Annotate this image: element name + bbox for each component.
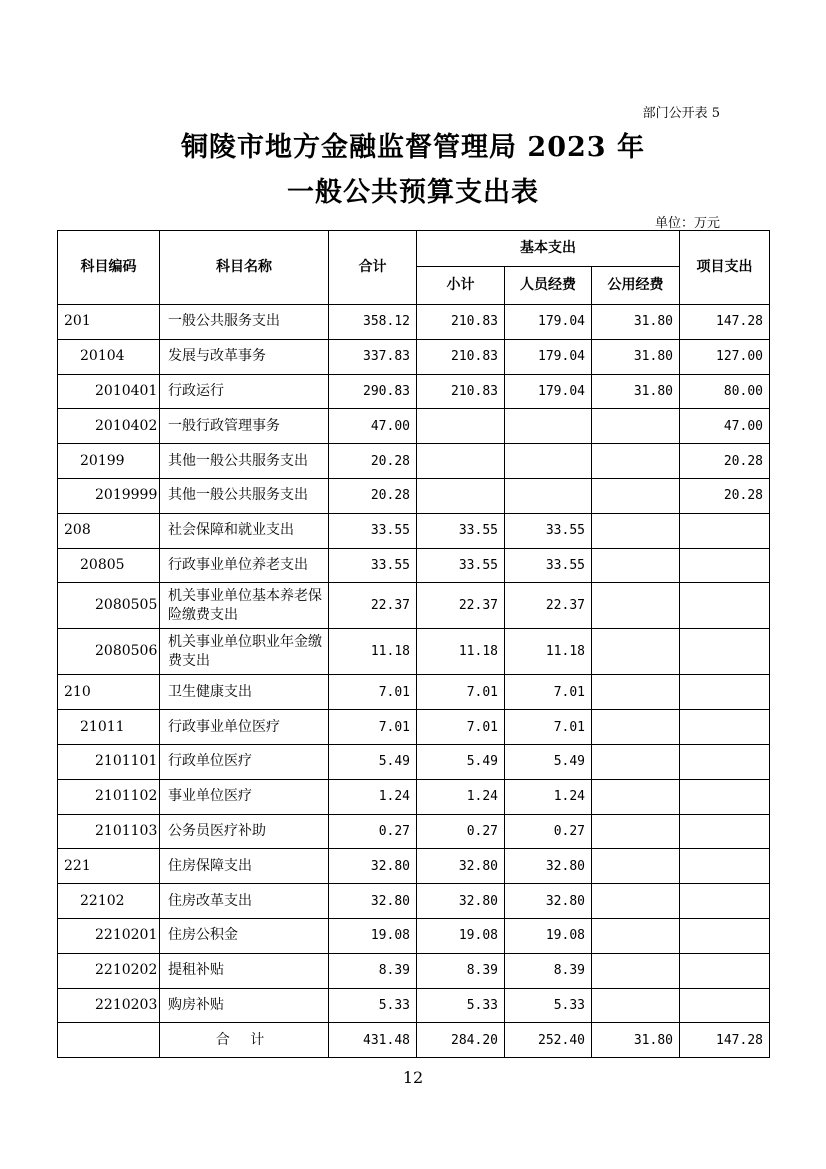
total-row [58, 1023, 770, 1058]
table-row [58, 513, 770, 548]
row-personnel: 7.01 [505, 710, 592, 745]
header-project: 项目支出 [680, 231, 770, 305]
row-total: 358.12 [329, 305, 417, 340]
row-name: 住房保障支出 [160, 849, 329, 884]
row-project [680, 744, 770, 779]
row-name: 行政事业单位医疗 [160, 710, 329, 745]
row-total: 32.80 [329, 884, 417, 919]
row-personnel: 1.24 [505, 779, 592, 814]
budget-table-body [58, 305, 770, 1023]
table-row [58, 953, 770, 988]
row-personnel: 8.39 [505, 953, 592, 988]
row-total: 22.37 [329, 583, 417, 629]
row-personnel: 19.08 [505, 918, 592, 953]
row-subtotal: 32.80 [417, 884, 505, 919]
row-total: 33.55 [329, 513, 417, 548]
row-project [680, 675, 770, 710]
table-row [58, 305, 770, 340]
table-row [58, 675, 770, 710]
header-name: 科目名称 [160, 231, 329, 305]
row-subtotal: 5.33 [417, 988, 505, 1023]
row-public [592, 409, 680, 444]
row-public [592, 953, 680, 988]
table-row [58, 444, 770, 479]
row-public [592, 744, 680, 779]
row-total: 11.18 [329, 629, 417, 675]
row-code: 2010402 [58, 409, 160, 444]
row-code: 2210203 [58, 988, 160, 1023]
row-name: 机关事业单位职业年金缴费支出 [160, 629, 329, 675]
row-code: 21011 [58, 710, 160, 745]
row-project [680, 583, 770, 629]
row-public [592, 918, 680, 953]
table-number-label: 部门公开表 5 [642, 106, 720, 121]
page-subtitle: 一般公共预算支出表 [287, 177, 539, 208]
row-name: 一般行政管理事务 [160, 409, 329, 444]
row-subtotal [417, 478, 505, 513]
row-total: 33.55 [329, 548, 417, 583]
header-subtotal: 小计 [417, 267, 505, 305]
row-code: 2019999 [58, 478, 160, 513]
table-row [58, 629, 770, 675]
row-name: 行政事业单位养老支出 [160, 548, 329, 583]
row-personnel: 22.37 [505, 583, 592, 629]
row-name: 机关事业单位基本养老保险缴费支出 [160, 583, 329, 629]
row-public [592, 478, 680, 513]
total-row-subtotal: 284.20 [417, 1023, 505, 1058]
row-subtotal: 7.01 [417, 710, 505, 745]
row-subtotal: 32.80 [417, 849, 505, 884]
row-total: 20.28 [329, 444, 417, 479]
row-name: 住房改革支出 [160, 884, 329, 919]
row-total: 0.27 [329, 814, 417, 849]
row-project [680, 548, 770, 583]
page-number: 12 [402, 1068, 424, 1087]
row-total: 19.08 [329, 918, 417, 953]
header-code: 科目编码 [58, 231, 160, 305]
row-project [680, 988, 770, 1023]
row-personnel: 11.18 [505, 629, 592, 675]
row-code: 210 [58, 675, 160, 710]
row-project: 80.00 [680, 374, 770, 409]
row-code: 2101103 [58, 814, 160, 849]
row-personnel: 33.55 [505, 513, 592, 548]
row-code: 208 [58, 513, 160, 548]
row-personnel: 5.33 [505, 988, 592, 1023]
row-total: 8.39 [329, 953, 417, 988]
row-name: 社会保障和就业支出 [160, 513, 329, 548]
row-public: 31.80 [592, 339, 680, 374]
table-row [58, 339, 770, 374]
row-code: 2010401 [58, 374, 160, 409]
row-subtotal: 33.55 [417, 548, 505, 583]
total-row-code [58, 1023, 160, 1058]
table-row [58, 583, 770, 629]
total-row-personnel: 252.40 [505, 1023, 592, 1058]
table-row [58, 710, 770, 745]
header-total: 合计 [329, 231, 417, 305]
row-name: 发展与改革事务 [160, 339, 329, 374]
row-name: 公务员医疗补助 [160, 814, 329, 849]
row-public [592, 849, 680, 884]
table-row [58, 548, 770, 583]
row-code: 20805 [58, 548, 160, 583]
row-subtotal: 33.55 [417, 513, 505, 548]
row-personnel: 32.80 [505, 849, 592, 884]
unit-label: 单位：万元 [654, 216, 720, 231]
row-personnel: 5.49 [505, 744, 592, 779]
row-name: 其他一般公共服务支出 [160, 478, 329, 513]
row-project [680, 779, 770, 814]
row-subtotal [417, 444, 505, 479]
total-row-project: 147.28 [680, 1023, 770, 1058]
row-subtotal: 22.37 [417, 583, 505, 629]
row-total: 1.24 [329, 779, 417, 814]
row-project: 20.28 [680, 478, 770, 513]
row-total: 290.83 [329, 374, 417, 409]
row-total: 7.01 [329, 675, 417, 710]
row-project [680, 918, 770, 953]
row-public: 31.80 [592, 374, 680, 409]
row-subtotal: 19.08 [417, 918, 505, 953]
row-code: 2101102 [58, 779, 160, 814]
page-title: 铜陵市地方金融监督管理局 2023 年 [181, 132, 645, 163]
table-row [58, 374, 770, 409]
row-public [592, 884, 680, 919]
row-project [680, 849, 770, 884]
row-personnel: 179.04 [505, 305, 592, 340]
table-row [58, 478, 770, 513]
row-project: 147.28 [680, 305, 770, 340]
row-public [592, 675, 680, 710]
table-row [58, 884, 770, 919]
row-name: 提租补贴 [160, 953, 329, 988]
row-code: 2080505 [58, 583, 160, 629]
row-name: 卫生健康支出 [160, 675, 329, 710]
row-personnel: 179.04 [505, 374, 592, 409]
row-name: 一般公共服务支出 [160, 305, 329, 340]
row-name: 购房补贴 [160, 988, 329, 1023]
header-personnel: 人员经费 [505, 267, 592, 305]
row-total: 5.49 [329, 744, 417, 779]
row-name: 住房公积金 [160, 918, 329, 953]
row-name: 事业单位医疗 [160, 779, 329, 814]
row-project [680, 629, 770, 675]
row-subtotal: 5.49 [417, 744, 505, 779]
row-public [592, 814, 680, 849]
table-row [58, 814, 770, 849]
row-personnel: 0.27 [505, 814, 592, 849]
row-public [592, 988, 680, 1023]
row-subtotal: 0.27 [417, 814, 505, 849]
row-subtotal [417, 409, 505, 444]
row-project [680, 884, 770, 919]
row-code: 2080506 [58, 629, 160, 675]
row-personnel: 32.80 [505, 884, 592, 919]
row-total: 32.80 [329, 849, 417, 884]
row-total: 337.83 [329, 339, 417, 374]
table-row [58, 988, 770, 1023]
row-total: 5.33 [329, 988, 417, 1023]
row-personnel: 7.01 [505, 675, 592, 710]
row-subtotal: 210.83 [417, 339, 505, 374]
row-code: 2210202 [58, 953, 160, 988]
total-row-total: 431.48 [329, 1023, 417, 1058]
row-code: 22102 [58, 884, 160, 919]
total-row-public: 31.80 [592, 1023, 680, 1058]
table-row [58, 744, 770, 779]
row-project [680, 814, 770, 849]
row-public: 31.80 [592, 305, 680, 340]
row-name: 其他一般公共服务支出 [160, 444, 329, 479]
row-project: 47.00 [680, 409, 770, 444]
row-personnel: 33.55 [505, 548, 592, 583]
row-project: 127.00 [680, 339, 770, 374]
row-code: 2101101 [58, 744, 160, 779]
row-personnel: 179.04 [505, 339, 592, 374]
row-code: 201 [58, 305, 160, 340]
header-row-1 [58, 231, 770, 267]
row-code: 221 [58, 849, 160, 884]
row-personnel [505, 444, 592, 479]
row-public [592, 513, 680, 548]
row-name: 行政运行 [160, 374, 329, 409]
row-total: 20.28 [329, 478, 417, 513]
row-subtotal: 7.01 [417, 675, 505, 710]
row-subtotal: 8.39 [417, 953, 505, 988]
table-row [58, 849, 770, 884]
row-public [592, 583, 680, 629]
row-personnel [505, 478, 592, 513]
row-public [592, 629, 680, 675]
row-code: 20199 [58, 444, 160, 479]
row-total: 7.01 [329, 710, 417, 745]
row-project [680, 513, 770, 548]
row-subtotal: 11.18 [417, 629, 505, 675]
total-row-label: 合 计 [160, 1023, 329, 1058]
row-code: 20104 [58, 339, 160, 374]
row-subtotal: 1.24 [417, 779, 505, 814]
row-project [680, 953, 770, 988]
row-public [592, 710, 680, 745]
table-row [58, 409, 770, 444]
row-code: 2210201 [58, 918, 160, 953]
row-public [592, 444, 680, 479]
row-public [592, 548, 680, 583]
row-project: 20.28 [680, 444, 770, 479]
row-personnel [505, 409, 592, 444]
row-name: 行政单位医疗 [160, 744, 329, 779]
row-subtotal: 210.83 [417, 374, 505, 409]
table-row [58, 779, 770, 814]
budget-table [57, 230, 770, 1058]
row-public [592, 779, 680, 814]
row-project [680, 710, 770, 745]
row-total: 47.00 [329, 409, 417, 444]
row-subtotal: 210.83 [417, 305, 505, 340]
header-public: 公用经费 [592, 267, 680, 305]
header-basic: 基本支出 [417, 231, 680, 267]
table-row [58, 918, 770, 953]
